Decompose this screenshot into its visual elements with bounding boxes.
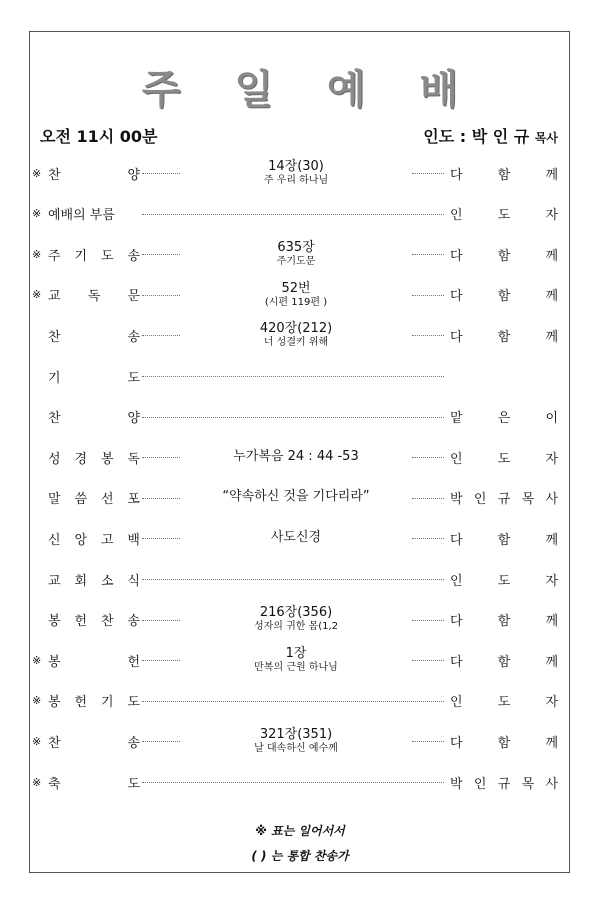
item-content: [184, 640, 408, 680]
item-person-char: 다: [450, 735, 463, 751]
leader-line: [142, 620, 180, 621]
item-person-char: 인: [473, 776, 487, 792]
item-name-char: 송: [127, 248, 140, 264]
leader-line: [142, 214, 444, 215]
standing-mark: ※: [32, 734, 42, 748]
item-name-char: 찬: [48, 411, 61, 427]
item-sub: 만복의 근원 하나님: [254, 661, 338, 673]
item-content: [184, 275, 408, 315]
item-name-char: 찬: [100, 614, 114, 630]
item-person-char: 도: [497, 695, 511, 711]
item-main: 321장(351): [259, 727, 333, 743]
item-name-char: 회: [74, 573, 88, 589]
item-person: [450, 275, 558, 315]
leader-line: [142, 254, 180, 255]
standing-mark: ※: [32, 653, 42, 667]
item-name-char: 독: [87, 289, 101, 305]
item-name: [48, 721, 140, 761]
leader-line: [412, 335, 444, 336]
order-row: [0, 315, 600, 355]
standing-mark: ※: [32, 247, 42, 261]
item-person-char: 함: [497, 532, 511, 548]
leader-line: [142, 295, 180, 296]
item-person: [450, 640, 558, 680]
item-name-char: 봉: [100, 451, 114, 467]
item-person-char: 자: [545, 573, 558, 589]
item-name-char: 주: [48, 248, 61, 264]
item-name-char: 식: [127, 573, 140, 589]
order-row: [0, 437, 600, 477]
service-time: 오전 11시 00분: [40, 127, 158, 146]
order-row: [0, 194, 600, 234]
item-name-char: 봉: [48, 614, 61, 630]
item-name-char: 문: [127, 289, 140, 305]
order-row: [0, 518, 600, 558]
item-sub: 너 성결키 위해: [263, 337, 329, 349]
item-name-char: 독: [127, 451, 140, 467]
leader-line: [142, 457, 180, 458]
item-person-char: 박: [450, 492, 463, 508]
item-name: [48, 194, 140, 234]
item-name-char: 기: [74, 248, 88, 264]
item-person-char: 사: [545, 492, 558, 508]
leader-line: [142, 579, 444, 580]
item-sub: (시편 119편 ): [264, 296, 328, 308]
leader-line: [142, 376, 444, 377]
item-name-char: 송: [127, 614, 140, 630]
item-main: 사도신경: [270, 529, 322, 545]
item-person-char: 도: [497, 451, 511, 467]
item-person-char: 다: [450, 654, 463, 670]
item-person-char: 목: [521, 492, 535, 508]
leader-line: [142, 782, 444, 783]
item-person-char: 함: [497, 289, 511, 305]
item-name: [48, 397, 140, 437]
item-name-char: 신: [48, 532, 61, 548]
item-person: [450, 153, 558, 193]
item-main: 635장: [277, 239, 315, 255]
item-name: [48, 234, 140, 274]
item-person-char: 다: [450, 329, 463, 345]
item-person-char: 께: [545, 289, 558, 305]
order-row: [0, 234, 600, 274]
item-main: 52번: [281, 280, 311, 296]
item-name: [48, 478, 140, 518]
item-name: [48, 437, 140, 477]
leader-line: [412, 538, 444, 539]
item-person-char: 함: [497, 735, 511, 751]
item-person-char: 인: [450, 573, 463, 589]
item-main: 누가복음 24 : 44 -53: [233, 448, 359, 464]
order-row: [0, 275, 600, 315]
item-name-char: 찬: [48, 167, 61, 183]
item-main: 1장: [285, 645, 307, 661]
standing-mark: ※: [32, 207, 42, 221]
item-main: 14장(30): [268, 158, 324, 174]
item-person: [450, 600, 558, 640]
leader-line: [142, 173, 180, 174]
hymnal-note: ( ) 는 통합 찬송가: [251, 849, 349, 863]
item-name-char: 도: [127, 695, 140, 711]
item-person-char: 자: [545, 451, 558, 467]
item-person-char: 인: [473, 492, 487, 508]
item-name: [48, 518, 140, 558]
order-row: [0, 600, 600, 640]
standing-mark: ※: [32, 694, 42, 708]
item-person-char: 자: [545, 208, 558, 224]
item-name-char: 고: [100, 532, 114, 548]
order-row: [0, 559, 600, 599]
item-content: [184, 600, 408, 640]
item-name-char: 성: [48, 451, 61, 467]
item-person-char: 함: [497, 329, 511, 345]
item-person-char: 도: [497, 208, 511, 224]
item-person-char: 함: [497, 248, 511, 264]
item-person: [450, 437, 558, 477]
leader-line: [142, 701, 444, 702]
item-name-char: 앙: [74, 532, 88, 548]
item-person: [450, 397, 558, 437]
item-name-char: 도: [100, 248, 114, 264]
order-row: [0, 356, 600, 396]
item-name-char: 포: [127, 492, 140, 508]
item-person-char: 인: [450, 208, 463, 224]
leader-line: [412, 498, 444, 499]
order-row: [0, 640, 600, 680]
item-main: 420장(212): [259, 321, 333, 337]
item-name-char: 소: [100, 573, 114, 589]
item-name: [48, 559, 140, 599]
leader-line: [412, 254, 444, 255]
item-sub: 주 우리 하나님: [263, 174, 329, 186]
item-main: “약속하신 것을 기다리라”: [222, 489, 370, 505]
item-person-char: 다: [450, 248, 463, 264]
item-name-char: 씀: [74, 492, 88, 508]
item-name-char: 양: [127, 167, 140, 183]
item-person-char: 께: [545, 248, 558, 264]
item-person: [450, 762, 558, 802]
standing-mark: ※: [32, 288, 42, 302]
item-person: [450, 234, 558, 274]
item-name: [48, 356, 140, 396]
item-person: [450, 721, 558, 761]
item-person-char: 다: [450, 614, 463, 630]
leader-line: [142, 741, 180, 742]
item-name-char: 선: [100, 492, 114, 508]
item-name: [48, 640, 140, 680]
item-person-char: 께: [545, 329, 558, 345]
order-row: [0, 762, 600, 802]
item-name: [48, 153, 140, 193]
item-name-char: 헌: [74, 695, 88, 711]
item-content: [184, 315, 408, 355]
item-person: [450, 518, 558, 558]
officiant: [423, 124, 558, 147]
item-name-char: 찬: [48, 329, 61, 345]
order-row: [0, 153, 600, 193]
item-person-char: 다: [450, 532, 463, 548]
item-person: [450, 681, 558, 721]
item-person-char: 규: [497, 776, 511, 792]
service-title: 주 일 예 배: [141, 67, 479, 113]
order-row: [0, 681, 600, 721]
item-name-char: 말: [48, 492, 61, 508]
item-person: [450, 315, 558, 355]
item-name: [48, 600, 140, 640]
leader-line: [412, 741, 444, 742]
item-name-char: 찬: [48, 735, 61, 751]
leader-line: [412, 173, 444, 174]
item-name: [48, 762, 140, 802]
item-name-char: 경: [74, 451, 88, 467]
item-name-char: 예배의 부름: [48, 208, 115, 224]
item-person-char: 이: [545, 411, 558, 427]
item-person-char: 께: [545, 654, 558, 670]
leader-line: [412, 295, 444, 296]
officiant-title: 목사: [534, 131, 558, 145]
item-person-char: 께: [545, 167, 558, 183]
item-person-char: 께: [545, 532, 558, 548]
item-sub: 성자의 귀한 몸(1,2: [253, 621, 339, 633]
leader-line: [142, 538, 180, 539]
item-name: [48, 315, 140, 355]
item-person-char: 인: [450, 451, 463, 467]
item-main: 216장(356): [259, 605, 333, 621]
item-person: [450, 559, 558, 599]
item-content: [184, 518, 408, 558]
item-person: [450, 478, 558, 518]
item-content: [184, 153, 408, 193]
item-name: [48, 681, 140, 721]
item-person: [450, 194, 558, 234]
item-name-char: 백: [127, 532, 140, 548]
item-person-char: 다: [450, 167, 463, 183]
item-name-char: 기: [48, 370, 61, 386]
item-person-char: 자: [545, 695, 558, 711]
standing-note: ※ 표는 일어서서: [255, 824, 345, 838]
item-person-char: 함: [497, 614, 511, 630]
item-name-char: 축: [48, 776, 61, 792]
item-name-char: 기: [100, 695, 114, 711]
item-person-char: 목: [521, 776, 535, 792]
item-name-char: 송: [127, 329, 140, 345]
item-content: [184, 234, 408, 274]
item-person-char: 사: [545, 776, 558, 792]
item-name-char: 송: [127, 735, 140, 751]
item-name-char: 봉: [48, 654, 61, 670]
order-row: [0, 397, 600, 437]
item-content: [184, 437, 408, 477]
leader-line: [142, 417, 444, 418]
item-person-char: 인: [450, 695, 463, 711]
leader-line: [142, 335, 180, 336]
item-sub: 주기도문: [276, 255, 316, 267]
item-content: [184, 721, 408, 761]
order-row: [0, 478, 600, 518]
item-name-char: 도: [127, 776, 140, 792]
item-content: [184, 478, 408, 518]
leader-line: [142, 498, 180, 499]
standing-mark: ※: [32, 775, 42, 789]
item-name-char: 교: [48, 289, 61, 305]
item-name-char: 도: [127, 370, 140, 386]
item-name-char: 헌: [74, 614, 88, 630]
item-sub: 날 대속하신 예수께: [254, 743, 338, 755]
item-name-char: 헌: [127, 654, 140, 670]
item-person-char: 께: [545, 735, 558, 751]
item-person-char: 께: [545, 614, 558, 630]
officiant-name: 인도 : 박 인 규: [423, 127, 530, 146]
item-person-char: 규: [497, 492, 511, 508]
order-row: [0, 721, 600, 761]
standing-mark: ※: [32, 166, 42, 180]
item-name: [48, 275, 140, 315]
item-name-char: 양: [127, 411, 140, 427]
item-person-char: 박: [450, 776, 463, 792]
item-person-char: 함: [497, 654, 511, 670]
item-name-char: 교: [48, 573, 61, 589]
leader-line: [142, 660, 180, 661]
item-person-char: 함: [497, 167, 511, 183]
leader-line: [412, 457, 444, 458]
item-name-char: 봉: [48, 695, 61, 711]
item-person-char: 다: [450, 289, 463, 305]
item-person-char: 맡: [450, 411, 463, 427]
item-person-char: 도: [497, 573, 511, 589]
item-person-char: 은: [497, 411, 511, 427]
leader-line: [412, 620, 444, 621]
leader-line: [412, 660, 444, 661]
